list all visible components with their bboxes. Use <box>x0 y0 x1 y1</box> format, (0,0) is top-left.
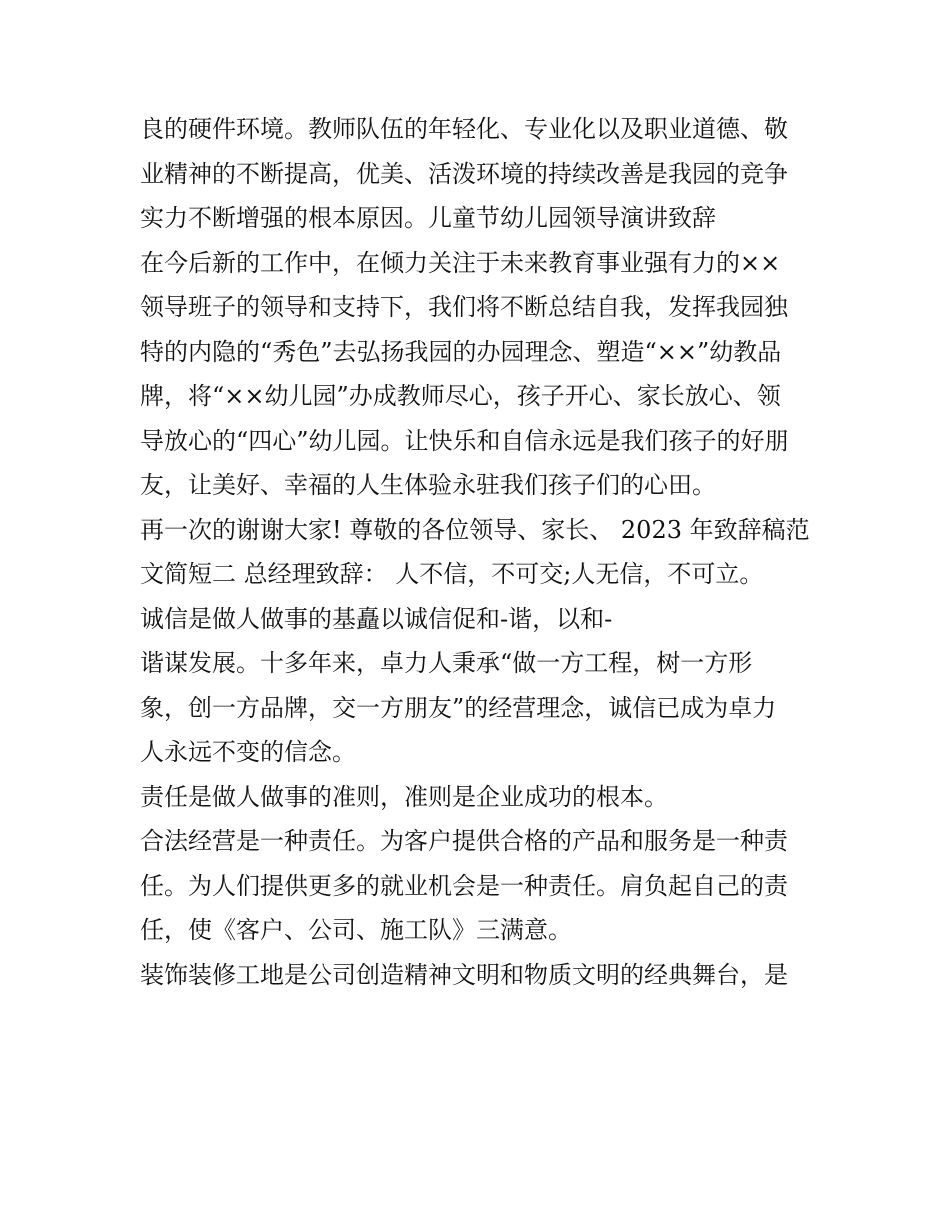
text-line-14: 象，创一方品牌，交一方朋友”的经营理念，诚信已成为卓力 <box>140 693 777 722</box>
document-body <box>140 107 820 997</box>
text-line-7: 牌，将“××幼儿园”办成教师尽心，孩子开心、家长放心、领 <box>140 382 781 410</box>
text-line-3: 实力不断增强的根本原因。儿童节幼儿园领导演讲致辞 <box>140 204 716 232</box>
text-line-1: 良的硬件环境。教师队伍的年轻化、专业化以及职业道德、敬 <box>140 115 788 143</box>
text-line-8: 导放心的“四心”幼儿园。让快乐和自信永远是我们孩子的好朋 <box>140 426 789 455</box>
text-line-12: 诚信是做人做事的基矗以诚信促和-谐，以和- <box>140 604 613 633</box>
text-line-13: 谐谋发展。十多年来，卓力人秉承“做一方工程，树一方形 <box>140 649 753 677</box>
text-line-5: 领导班子的领导和支持下，我们将不断总结自我，发挥我园独 <box>140 293 788 321</box>
text-line-16: 责任是做人做事的准则，准则是企业成功的根本。 <box>140 782 668 811</box>
text-line-9: 友，让美好、幸福的人生体验永驻我们孩子们的心田。 <box>140 471 716 499</box>
text-line-19: 任，使《客户、公司、施工队》三满意。 <box>140 916 572 944</box>
text-line-11: 文简短二 总经理致辞： 人不信，不可交;人无信，不可立。 <box>140 560 764 588</box>
text-line-20: 装饰装修工地是公司创造精神文明和物质文明的经典舞台，是 <box>140 960 788 989</box>
text-line-10: 再一次的谢谢大家! 尊敬的各位领导、家长、 2023 年致辞稿范 <box>140 515 810 544</box>
text-line-6: 特的内隐的“秀色”去弘扬我园的办园理念、塑造“××”幼教品 <box>140 337 782 366</box>
text-line-15: 人永远不变的信念。 <box>140 738 356 766</box>
text-line-17: 合法经营是一种责任。为客户提供合格的产品和服务是一种责 <box>140 827 788 855</box>
text-line-18: 任。为人们提供更多的就业机会是一种责任。肩负起自己的责 <box>140 871 788 900</box>
text-line-2: 业精神的不断提高，优美、活泼环境的持续改善是我园的竞争 <box>140 159 788 188</box>
text-line-4: 在今后新的工作中，在倾力关注于未来教育事业强有力的×× <box>140 248 781 277</box>
